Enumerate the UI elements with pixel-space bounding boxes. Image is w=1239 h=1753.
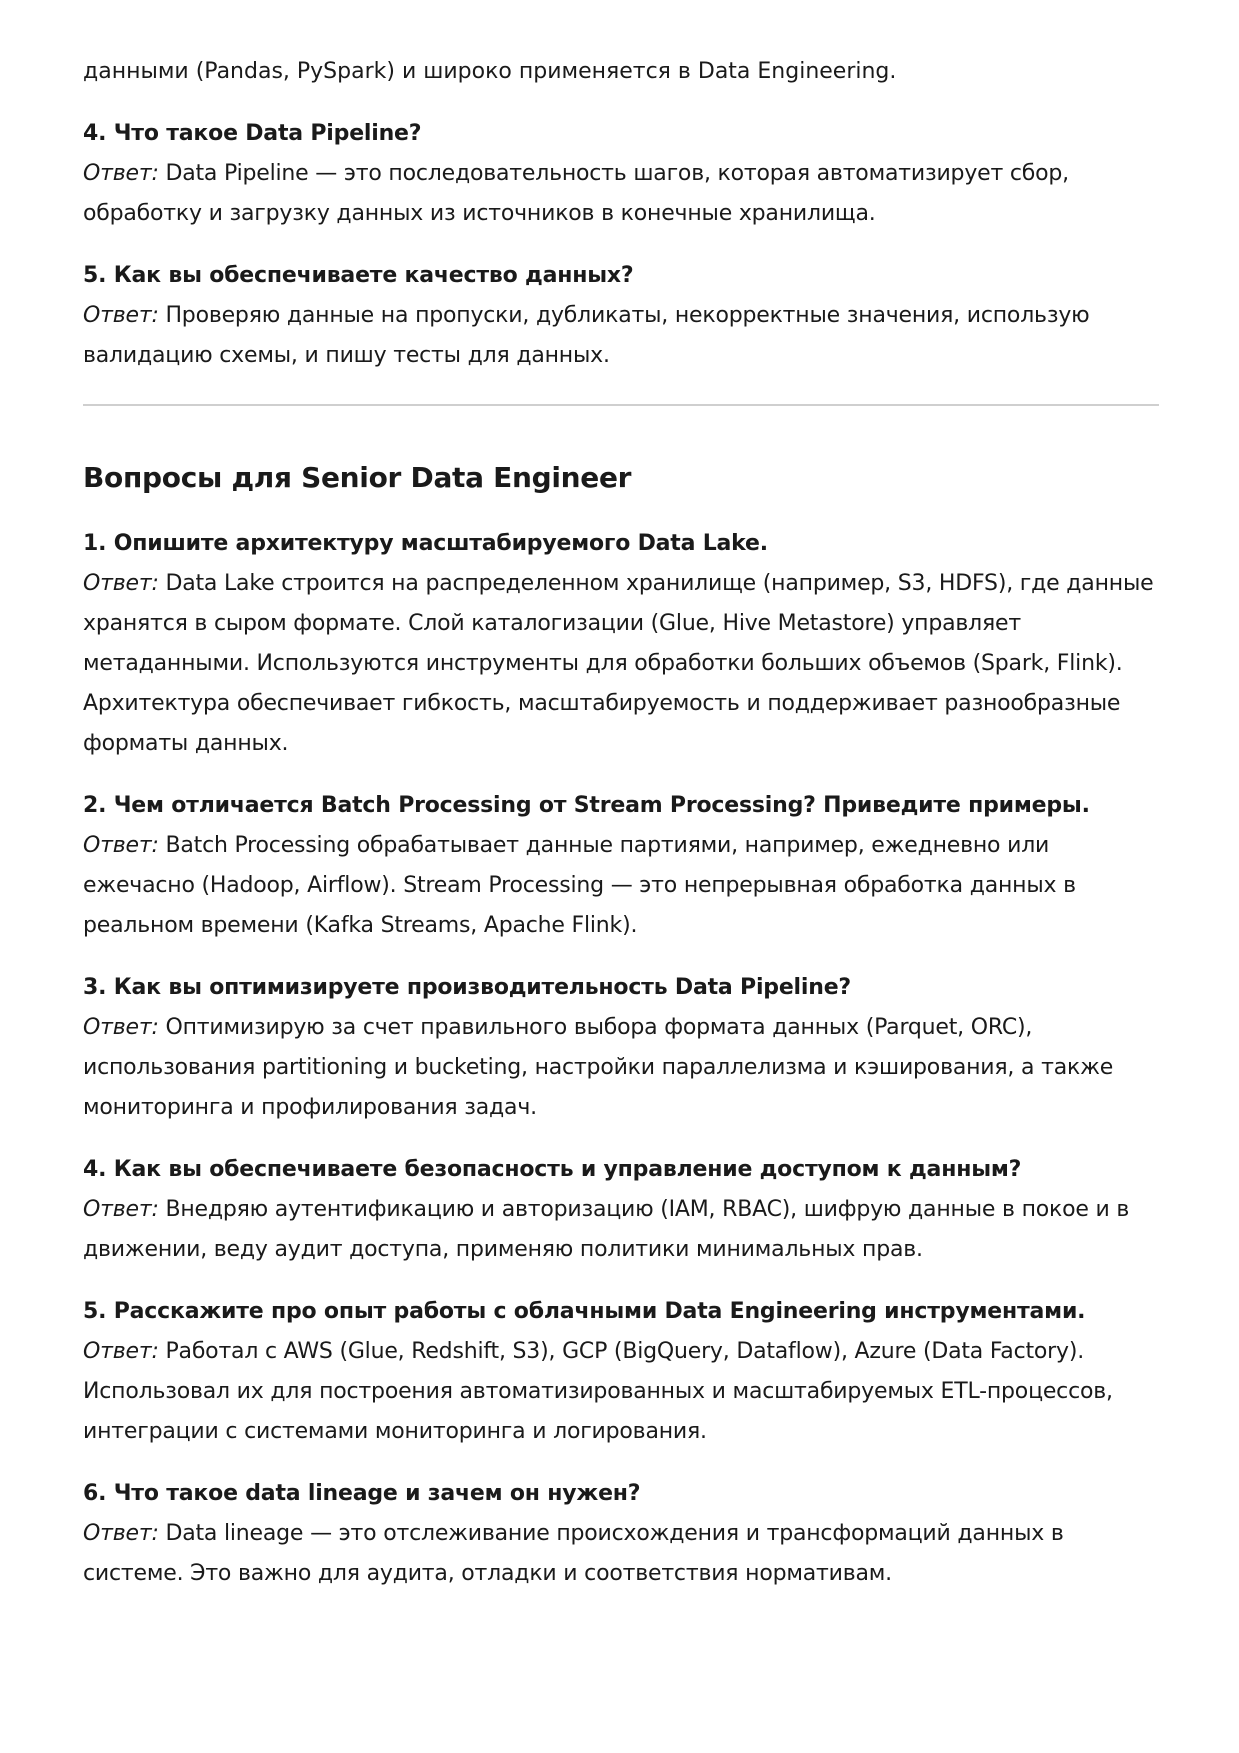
answer-body: Data Lake строится на распределенном хранилище (например, S3, HDFS), где данные хранятся в сыром формате. Слой каталогизации (Glue, Hive Metastore) управляет метаданными. Используются инструменты для обработки больших объемов (Spark, Flink). Архитектура обеспечивает гибкость, масштабируемость и поддерживает разнообразные форматы данных. (83, 571, 1154, 756)
question-heading: 2. Чем отличается Batch Processing от Stream Processing? Приведите примеры. (83, 793, 1090, 818)
answer-label: Ответ: (83, 161, 159, 186)
answer-body: Data Pipeline — это последовательность шагов, которая автоматизирует сбор, обработку и загрузку данных из источников в конечные хранилища. (83, 161, 1069, 226)
answer-text (83, 1008, 1159, 1128)
answer-label: Ответ: (83, 1015, 159, 1040)
answer-text (83, 296, 1159, 376)
question-heading: 3. Как вы оптимизируете производительность Data Pipeline? (83, 975, 851, 1000)
answer-text (83, 1332, 1159, 1452)
question-heading: 5. Как вы обеспечиваете качество данных? (83, 263, 634, 288)
qa-item (83, 1474, 1159, 1594)
question-heading: 6. Что такое data lineage и зачем он нужен? (83, 1481, 641, 1506)
answer-text (83, 1514, 1159, 1594)
answer-body: Внедряю аутентификацию и авторизацию (IAM, RBAC), шифрую данные в покое и в движении, веду аудит доступа, применяю политики минимальных прав. (83, 1197, 1130, 1262)
qa-item (83, 1292, 1159, 1452)
answer-text (83, 564, 1159, 764)
answer-text (83, 826, 1159, 946)
document-page (83, 52, 1159, 1594)
section-title-senior: Вопросы для Senior Data Engineer (83, 461, 632, 494)
qa-item (83, 256, 1159, 376)
qa-item (83, 1150, 1159, 1270)
answer-body: Проверяю данные на пропуски, дубликаты, некорректные значения, использую валидацию схемы, и пишу тесты для данных. (83, 303, 1090, 368)
answer-label: Ответ: (83, 1521, 159, 1546)
answer-body: Работал с AWS (Glue, Redshift, S3), GCP (BigQuery, Dataflow), Azure (Data Factory). Использовал их для построения автоматизированных и масштабируемых ETL-процессов, интеграции с системами мониторинга и логирования. (83, 1339, 1113, 1444)
qa-item (83, 968, 1159, 1128)
answer-body: Data lineage — это отслеживание происхождения и трансформаций данных в системе. Это важно для аудита, отладки и соответствия нормативам. (83, 1521, 1064, 1586)
question-heading: 5. Расскажите про опыт работы с облачными Data Engineering инструментами. (83, 1299, 1086, 1324)
question-heading: 4. Как вы обеспечиваете безопасность и управление доступом к данным? (83, 1157, 1022, 1182)
intro-paragraph: данными (Pandas, PySpark) и широко применяется в Data Engineering. (83, 59, 897, 84)
section-divider (83, 404, 1159, 406)
answer-label: Ответ: (83, 571, 159, 596)
junior-questions (83, 114, 1159, 376)
answer-label: Ответ: (83, 1339, 159, 1364)
answer-label: Ответ: (83, 1197, 159, 1222)
qa-item (83, 524, 1159, 764)
answer-text (83, 154, 1159, 234)
question-heading: 4. Что такое Data Pipeline? (83, 121, 422, 146)
qa-item (83, 114, 1159, 234)
answer-text (83, 1190, 1159, 1270)
answer-body: Оптимизирую за счет правильного выбора формата данных (Parquet, ORC), использования partitioning и bucketing, настройки параллелизма и кэширования, а также мониторинга и профилирования задач. (83, 1015, 1114, 1120)
answer-body: Batch Processing обрабатывает данные партиями, например, ежедневно или ежечасно (Hadoop, Airflow). Stream Processing — это непрерывная обработка данных в реальном времени (Kafka Streams, Apache Flink). (83, 833, 1076, 938)
answer-label: Ответ: (83, 303, 159, 328)
answer-label: Ответ: (83, 833, 159, 858)
question-heading: 1. Опишите архитектуру масштабируемого Data Lake. (83, 531, 768, 556)
qa-item (83, 786, 1159, 946)
senior-questions (83, 524, 1159, 1594)
